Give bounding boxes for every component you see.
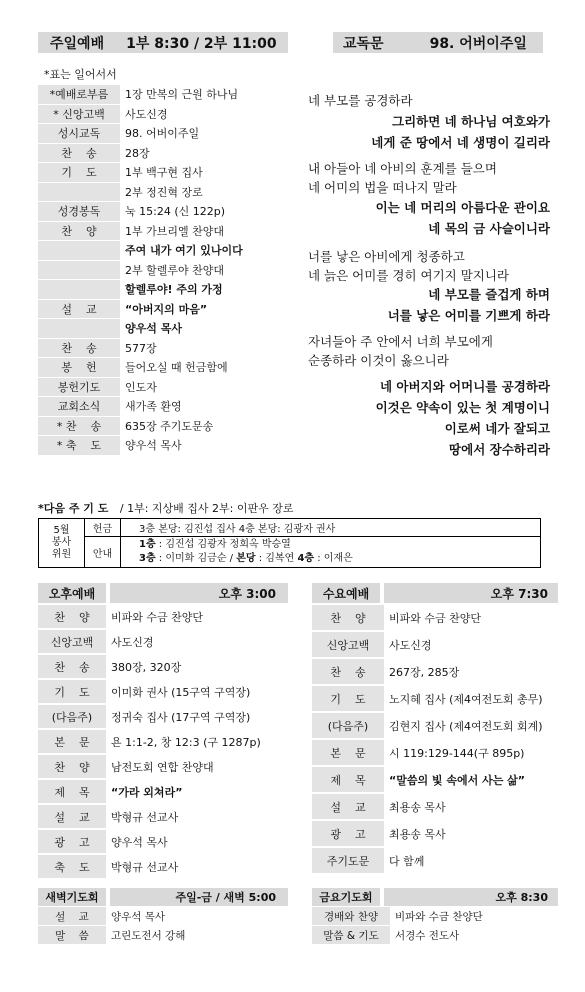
order-row (312, 740, 558, 765)
verse-line: 너를 낳은 아비에게 청종하고 (308, 249, 465, 264)
order-row (312, 713, 558, 738)
order-row (312, 686, 558, 711)
verse-line: 땅에서 장수하리라 (449, 442, 550, 457)
order-row (38, 705, 288, 728)
order-label: 찬 송 (312, 659, 384, 684)
order-label (38, 319, 120, 338)
order-label: 봉헌기도 (38, 378, 120, 397)
order-row (38, 222, 288, 241)
order-label: 설 교 (38, 805, 106, 828)
order-value: 새가족 환영 (125, 400, 182, 414)
order-row (38, 730, 288, 753)
order-value: 비파와 수금 찬양단 (395, 910, 483, 923)
afternoon-header (38, 583, 288, 603)
order-row (38, 280, 288, 299)
order-label: (다음주) (38, 705, 106, 728)
order-value: 노지혜 집사 (제4여전도회 총무) (389, 692, 543, 706)
order-label: 기 도 (312, 686, 384, 711)
order-row (312, 659, 558, 684)
verse-line: 자녀들아 주 안에서 너희 부모에게 (308, 334, 493, 349)
order-value: 할렐루야! 주의 가정 (125, 283, 223, 297)
verse-line: 네게 준 땅에서 네 생명이 길리라 (371, 135, 550, 150)
verse-line: 이는 네 머리의 아름다운 관이요 (375, 200, 550, 215)
order-value: 1장 만복의 근원 하나님 (125, 88, 239, 102)
verse-line: 네 부모를 공경하라 (308, 93, 413, 108)
order-label: 찬 양 (38, 755, 106, 778)
order-label: 제 목 (38, 780, 106, 803)
order-value: 267장, 285장 (389, 665, 460, 679)
order-value: 들어오실 때 헌금함에 (125, 361, 228, 375)
order-label: 찬 송 (38, 339, 120, 358)
morning-service-title: 주일예배 (50, 35, 105, 52)
order-row (38, 183, 288, 202)
verse-line: 네 부모를 즐겁게 하며 (428, 287, 550, 302)
order-label: 축 도 (38, 855, 106, 878)
order-row (38, 241, 288, 260)
order-value: 98. 어버이주일 (125, 127, 200, 141)
order-value: 비파와 수금 찬양단 (389, 611, 482, 625)
order-label: 설 교 (38, 907, 106, 925)
verse-line: 그리하면 네 하나님 여호와가 (392, 114, 550, 129)
order-label: 찬 양 (38, 605, 106, 628)
order-label: 제 목 (312, 767, 384, 792)
order-value: 1부 가브리엘 찬양대 (125, 224, 224, 238)
next-week-text: / 1부: 지상배 집사 2부: 이판우 장로 (119, 502, 294, 515)
order-value: 남전도회 연합 찬양대 (111, 760, 214, 774)
order-label: (다음주) (312, 713, 384, 738)
order-value: 욘 1:1-2, 창 12:3 (구 1287p) (111, 735, 261, 749)
order-row (38, 358, 288, 377)
guide-floor1-names: : 김진섭 김광자 정희옥 박승열 (155, 539, 291, 550)
guide-main-hall: 본당 (236, 553, 256, 564)
order-row (312, 907, 558, 925)
order-label: 본 문 (38, 730, 106, 753)
order-label: 본 문 (312, 740, 384, 765)
verse-line: 이것은 약속이 있는 첫 계명이니 (375, 400, 550, 415)
guide-main-hall-names: : 김복연 (255, 553, 298, 564)
order-value: 2부 정진혁 장로 (125, 185, 203, 199)
order-row (312, 767, 558, 792)
order-value: 인도자 (125, 380, 157, 394)
order-label: 광 고 (38, 830, 106, 853)
order-value: 서경수 전도사 (395, 929, 460, 942)
order-value: 사도신경 (389, 638, 432, 652)
volunteer-label-1: 봉사 (51, 537, 72, 548)
order-row (38, 605, 288, 628)
order-row (38, 85, 288, 104)
order-value: 이미화 권사 (15구역 구역장) (111, 685, 251, 699)
responsive-reading-number: 98. 어버이주일 (429, 35, 527, 52)
order-value: 다 함께 (389, 854, 425, 868)
dawn-header (38, 888, 288, 906)
order-label: 찬 송 (38, 144, 120, 163)
verse-line: 내 아들아 네 아비의 훈계를 들으며 (308, 161, 497, 176)
order-label: 찬 양 (38, 222, 120, 241)
order-row (38, 261, 288, 280)
order-row (38, 202, 288, 221)
order-row (38, 680, 288, 703)
dawn-time: 주일-금 / 새벽 5:00 (110, 888, 288, 906)
order-row (38, 830, 288, 853)
volunteer-table (38, 518, 541, 568)
order-label: 광 고 (312, 821, 384, 846)
verse-line: 순종하라 이것이 옳으니라 (308, 353, 449, 368)
responsive-reading-header (333, 32, 543, 53)
order-value: 김현지 집사 (제4여전도회 회계) (389, 719, 543, 733)
wednesday-service (312, 583, 558, 873)
order-value: 눅 15:24 (신 122p) (125, 205, 226, 219)
order-row (38, 755, 288, 778)
order-label (38, 280, 120, 299)
volunteer-month: 5월 (53, 525, 70, 536)
volunteer-month-cell (39, 519, 85, 568)
order-row (38, 319, 288, 338)
order-value: 양우석 목사 (111, 835, 168, 849)
order-label: * 신앙고백 (38, 105, 120, 124)
order-row (312, 926, 558, 944)
order-row (38, 124, 288, 143)
order-row (38, 163, 288, 182)
verse-line: 네 어미의 법을 떠나지 말라 (308, 180, 457, 195)
morning-service-header (38, 32, 288, 53)
verse-line: 네 목의 금 사슬이니라 (428, 221, 550, 236)
order-row (38, 655, 288, 678)
order-label: * 찬 송 (38, 417, 120, 436)
order-row (312, 632, 558, 657)
wednesday-title: 수요예배 (312, 583, 380, 603)
order-row (38, 105, 288, 124)
order-label: 교회소식 (38, 397, 120, 416)
order-label: 말씀 & 기도 (312, 926, 390, 944)
dawn-title: 새벽기도회 (38, 888, 106, 906)
order-label: 기 도 (38, 163, 120, 182)
guide-text (121, 537, 541, 568)
order-row (38, 907, 288, 925)
order-row (312, 605, 558, 630)
next-week-label: *다음 주 기 도 (38, 502, 109, 515)
order-row (38, 417, 288, 436)
order-value: 고린도전서 강해 (111, 929, 186, 942)
order-value: 28장 (125, 146, 150, 160)
friday-title: 금요기도회 (312, 888, 380, 906)
order-label: 찬 송 (38, 655, 106, 678)
order-label: 성시교독 (38, 124, 120, 143)
verse-line: 이로써 네가 잘되고 (444, 421, 550, 436)
order-value: 577장 (125, 341, 157, 355)
order-label: 설 교 (312, 794, 384, 819)
order-row (38, 397, 288, 416)
order-label: 설 교 (38, 300, 120, 319)
order-value: 635장 주기도문송 (125, 419, 214, 433)
order-label (38, 241, 120, 260)
guide-floor3: 3층 (139, 553, 156, 564)
order-label (38, 183, 120, 202)
order-value: 사도신경 (111, 635, 154, 649)
order-label: 신앙고백 (38, 630, 106, 653)
order-value: 시 119:129-144(구 895p) (389, 746, 525, 760)
verse-block (308, 91, 550, 461)
order-row (38, 630, 288, 653)
morning-service-times: 1부 8:30 / 2부 11:00 (126, 35, 277, 52)
order-value: 2부 할렐루야 찬양대 (125, 263, 224, 277)
order-row (38, 144, 288, 163)
order-value: 정귀숙 집사 (17구역 구역장) (111, 710, 251, 724)
offering-label: 헌금 (85, 519, 121, 537)
order-label (38, 261, 120, 280)
order-row (38, 339, 288, 358)
order-row (38, 805, 288, 828)
order-label: 말 씀 (38, 926, 106, 944)
verse-line: 네 늙은 어미를 경히 여기지 말지니라 (308, 268, 509, 283)
order-label: 성경봉독 (38, 202, 120, 221)
friday-prayer (312, 888, 558, 944)
afternoon-title: 오후예배 (38, 583, 106, 603)
order-value: 최용송 목사 (389, 800, 446, 814)
order-value: 양우석 목사 (125, 439, 182, 453)
order-row (38, 926, 288, 944)
guide-floor1: 1층 (139, 539, 156, 550)
wednesday-time: 오후 7:30 (384, 583, 558, 603)
order-row (38, 855, 288, 878)
order-row (38, 300, 288, 319)
afternoon-service (38, 583, 288, 878)
next-week-prayer (38, 500, 293, 516)
order-label: 주기도문 (312, 848, 384, 873)
order-label: 봉 헌 (38, 358, 120, 377)
guide-floor4-names: : 이재은 (314, 553, 353, 564)
order-label: 신앙고백 (312, 632, 384, 657)
order-row (312, 848, 558, 873)
order-value: “가라 외쳐라” (111, 785, 183, 799)
order-value: 사도신경 (125, 107, 168, 121)
offering-text: 3층 본당: 김진섭 집사 4층 본당: 김광자 권사 (121, 519, 541, 537)
order-value: 비파와 수금 찬양단 (111, 610, 204, 624)
order-value: 380장, 320장 (111, 660, 182, 674)
order-value: 최용송 목사 (389, 827, 446, 841)
order-value: “말씀의 빛 속에서 사는 삶” (389, 773, 526, 787)
order-row (312, 794, 558, 819)
order-row (38, 780, 288, 803)
order-label: 찬 양 (312, 605, 384, 630)
order-value: 1부 백구현 집사 (125, 166, 203, 180)
order-value: “아버지의 마음” (125, 302, 208, 316)
order-value: 주여 내가 여기 있나이다 (125, 244, 243, 258)
order-row (38, 378, 288, 397)
friday-header (312, 888, 558, 906)
guide-floor3-names: : 이미화 김금순 / (155, 553, 237, 564)
verse-line: 네 아버지와 어머니를 공경하라 (379, 379, 550, 394)
volunteer-label-2: 위원 (51, 549, 72, 560)
responsive-reading-title: 교독문 (343, 35, 384, 52)
wednesday-header (312, 583, 558, 603)
order-value: 양우석 목사 (125, 322, 182, 336)
guide-floor4: 4층 (297, 553, 315, 564)
dawn-prayer (38, 888, 288, 944)
order-value: 양우석 목사 (111, 910, 166, 923)
verse-line: 너를 낳은 어미를 기쁘게 하라 (387, 308, 550, 323)
order-value: 박형규 선교사 (111, 810, 179, 824)
order-row (312, 821, 558, 846)
order-value: 박형규 선교사 (111, 860, 179, 874)
guide-label: 안내 (85, 537, 121, 568)
afternoon-time: 오후 3:00 (110, 583, 288, 603)
morning-order (38, 84, 288, 455)
order-label: 기 도 (38, 680, 106, 703)
order-label: * 축 도 (38, 436, 120, 455)
order-row (38, 436, 288, 455)
order-label: 경배와 찬양 (312, 907, 390, 925)
standing-note: *표는 일어서서 (44, 68, 117, 81)
order-label: *예배로부름 (38, 85, 120, 104)
friday-time: 오후 8:30 (384, 888, 558, 906)
